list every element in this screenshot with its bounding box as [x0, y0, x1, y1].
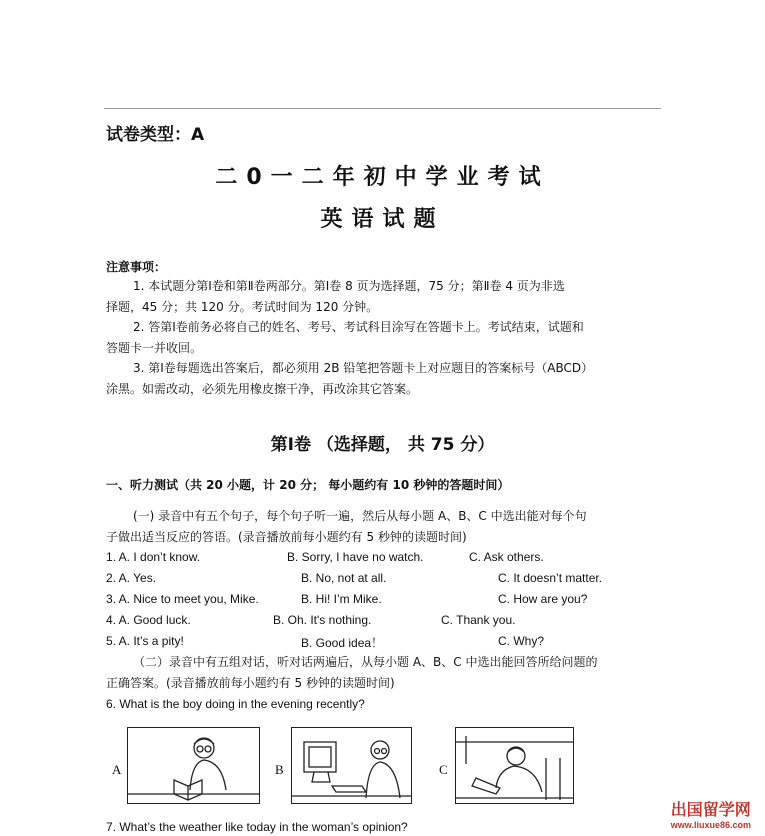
- notice-item-2b: 答题卡一并收回。: [106, 340, 203, 355]
- boy-reading-illustration: [128, 728, 259, 803]
- part1a-instr-line2: 子做出适当反应的答语。(录音播放前每小题约有 5 秒钟的读题时间): [106, 529, 467, 544]
- q7-question: 7. What’s the weather like today in the woman’s opinion?: [106, 820, 408, 834]
- q3-c: C. How are you?: [498, 592, 588, 606]
- section-title: 第Ⅰ卷 （选择题， 共 75 分）: [270, 435, 495, 455]
- boy-computer-illustration: [292, 728, 411, 803]
- q2-a: 2. A. Yes.: [106, 571, 157, 585]
- exam-subtitle: 英语试题: [320, 207, 445, 232]
- option-a-picture: [127, 727, 260, 804]
- notice-body: [106, 276, 662, 399]
- notice-item-2a: 2. 答第Ⅰ卷前务必将自己的姓名、考号、考试科目涂写在答题卡上。考试结束，试题和: [133, 320, 584, 334]
- q2-c: C. It doesn’t matter.: [498, 571, 603, 585]
- q4-a: 4. A. Good luck.: [106, 613, 191, 627]
- part1-title: 一、听力测试（共 20 小题，计 20 分； 每小题约有 10 秒钟的答题时间）: [106, 478, 510, 492]
- part1a-instr-line1: (一) 录音中有五个句子，每个句子听一遍，然后从每小题 A、B、C 中选出能对每个句: [133, 509, 587, 523]
- header-rule: [104, 108, 661, 109]
- notice-heading: 注意事项：: [106, 260, 167, 274]
- q5-c: C. Why?: [498, 634, 545, 648]
- option-b-picture: [291, 727, 412, 804]
- notice-item-3a: 3. 第Ⅰ卷每题选出答案后，都必须用 2B 铅笔把答题卡上对应题目的答案标号（ABCD）: [133, 361, 594, 375]
- boy-sleeping-illustration: [456, 728, 573, 803]
- part1b-instr-line2: 正确答案。(录音播放前每小题约有 5 秒钟的读题时间): [106, 675, 395, 690]
- watermark: [671, 797, 751, 830]
- q1-c: C. Ask others.: [469, 550, 544, 564]
- q3-a: 3. A. Nice to meet you, Mike.: [106, 592, 259, 606]
- paper-type: 试卷类型：A: [106, 125, 205, 145]
- q4-b: B. Oh. It's nothing.: [273, 613, 372, 627]
- notice-item-1a: 1. 本试题分第Ⅰ卷和第Ⅱ卷两部分。第Ⅰ卷 8 页为选择题，75 分；第Ⅱ卷 4 页为非选: [133, 279, 565, 293]
- option-b-label: B: [275, 762, 284, 777]
- q6-question: 6. What is the boy doing in the evening recently?: [106, 697, 365, 711]
- option-c-label: C: [439, 762, 448, 777]
- q1-b: B. Sorry, I have no watch.: [287, 550, 424, 564]
- option-a-label: A: [112, 762, 122, 777]
- exam-title: 二0一二年初中学业考试: [215, 165, 550, 190]
- q4-c: C. Thank you.: [441, 613, 516, 627]
- q2-b: B. No, not at all.: [301, 571, 387, 585]
- watermark-url: www.liuxue86.com: [670, 820, 751, 830]
- part1b-instructions: [106, 652, 662, 693]
- notice-item-3b: 涂黑。如需改动，必须先用橡皮擦干净，再改涂其它答案。: [106, 381, 419, 396]
- option-c-picture: [455, 727, 574, 804]
- part1a-instructions: [106, 506, 662, 547]
- q5-b: B. Good idea！: [301, 636, 384, 650]
- q5-a: 5. A. It’s a pity!: [106, 634, 184, 648]
- q1-a: 1. A. I don’t know.: [106, 550, 201, 564]
- watermark-cn: 出国留学网: [670, 800, 751, 819]
- notice-item-1b: 择题，45 分；共 120 分。考试时间为 120 分钟。: [106, 299, 379, 314]
- q3-b: B. Hi! I’m Mike.: [301, 592, 382, 606]
- part1b-instr-line1: （二）录音中有五组对话，听对话两遍后，从每小题 A、B、C 中选出能回答所给问题的: [133, 655, 598, 669]
